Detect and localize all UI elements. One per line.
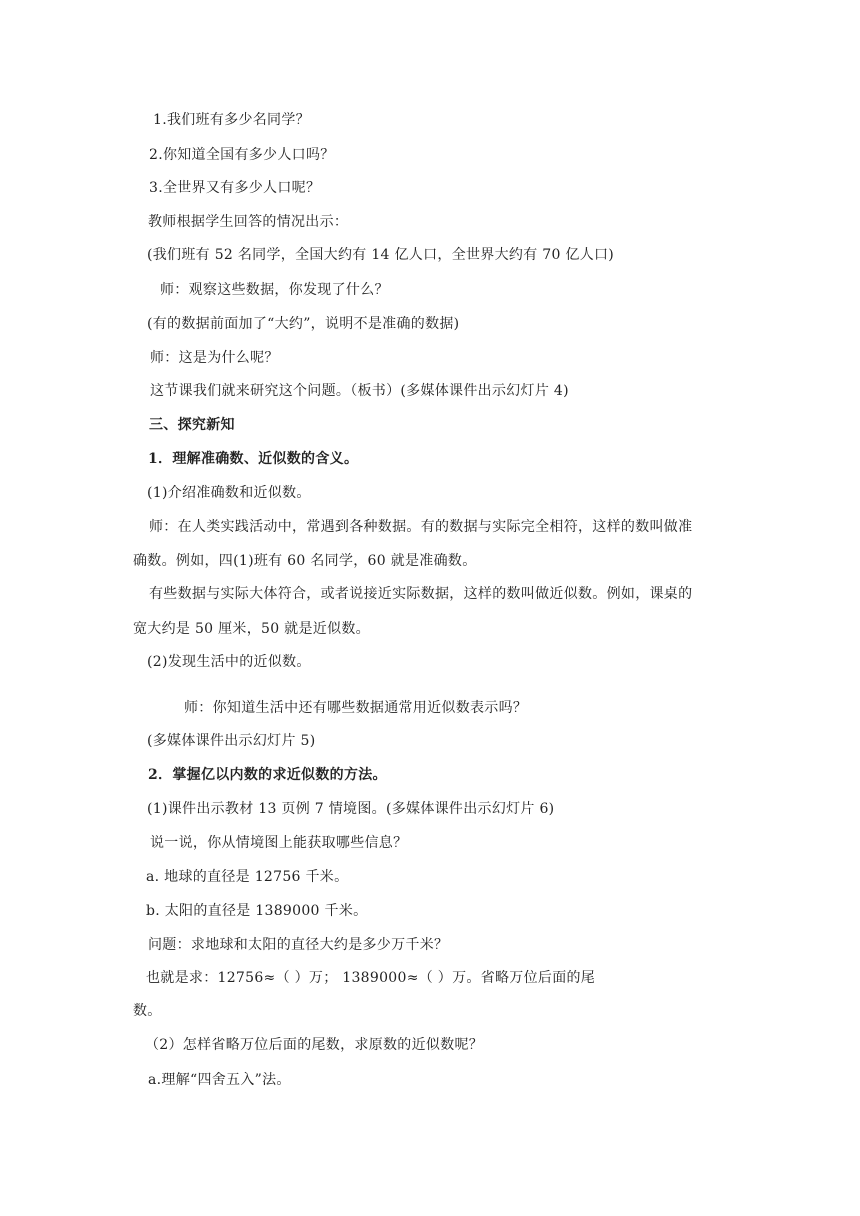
paragraph-exact-number-2: 确数。例如，四(1)班有 60 名同学，60 就是准确数。: [133, 553, 477, 569]
item-how-to-omit: （2）怎样省略万位后面的尾数，求原数的近似数呢？: [145, 1037, 484, 1053]
paragraph-approx-number-1: 有些数据与实际大体符合，或者说接近实际数据，这样的数叫做近似数。例如，课桌的: [149, 586, 693, 602]
lesson-intro: 这节课我们就来研究这个问题。（板书）(多媒体课件出示幻灯片 4): [150, 383, 569, 399]
fact-sun-diameter: b. 太阳的直径是 1389000 千米。: [146, 903, 368, 919]
fact-earth-diameter: a. 地球的直径是 12756 千米。: [146, 869, 349, 885]
teacher-prompt: 教师根据学生回答的情况出示：: [148, 214, 349, 230]
teacher-question-life: 师：你知道生活中还有哪些数据通常用近似数表示吗？: [184, 700, 528, 716]
question-3: 3.全世界又有多少人口呢？: [149, 180, 321, 196]
paragraph-exact-number-1: 师：在人类实践活动中，常遇到各种数据。有的数据与实际完全相符，这样的数叫做准: [149, 519, 693, 535]
paragraph-approx-number-2: 宽大约是 50 厘米，50 就是近似数。: [133, 621, 370, 637]
observation-answer: (有的数据前面加了“大约”，说明不是准确的数据): [147, 316, 460, 332]
section-heading-explore: 三、探究新知: [149, 417, 235, 433]
subheading-method: 2．掌握亿以内数的求近似数的方法。: [148, 767, 387, 783]
subheading-understand: 1．理解准确数、近似数的含义。: [148, 451, 359, 467]
item-introduce: (1)介绍准确数和近似数。: [147, 485, 311, 501]
teacher-question-observe: 师：观察这些数据，你发现了什么？: [160, 282, 389, 298]
approximation-task-continued: 数。: [133, 1003, 162, 1019]
data-statement: (我们班有 52 名同学，全国大约有 14 亿人口，全世界大约有 70 亿人口): [147, 247, 615, 263]
question-1: 1.我们班有多少名同学？: [153, 112, 310, 128]
item-example-7: (1)课件出示教材 13 页例 7 情境图。(多媒体课件出示幻灯片 6): [147, 801, 555, 817]
item-discover: (2)发现生活中的近似数。: [147, 654, 311, 670]
problem-statement: 问题：求地球和太阳的直径大约是多少万千米？: [148, 937, 449, 953]
question-2: 2.你知道全国有多少人口吗？: [149, 147, 335, 163]
teacher-question-why: 师：这是为什么呢？: [150, 350, 279, 366]
slide-5-note: (多媒体课件出示幻灯片 5): [147, 733, 316, 749]
approximation-task: 也就是求：12756≈（ ）万； 1389000≈（ ）万。省略万位后面的尾: [146, 970, 596, 986]
prompt-info: 说一说，你从情境图上能获取哪些信息？: [150, 835, 408, 851]
item-rounding-method: a.理解“四舍五入”法。: [148, 1072, 291, 1088]
